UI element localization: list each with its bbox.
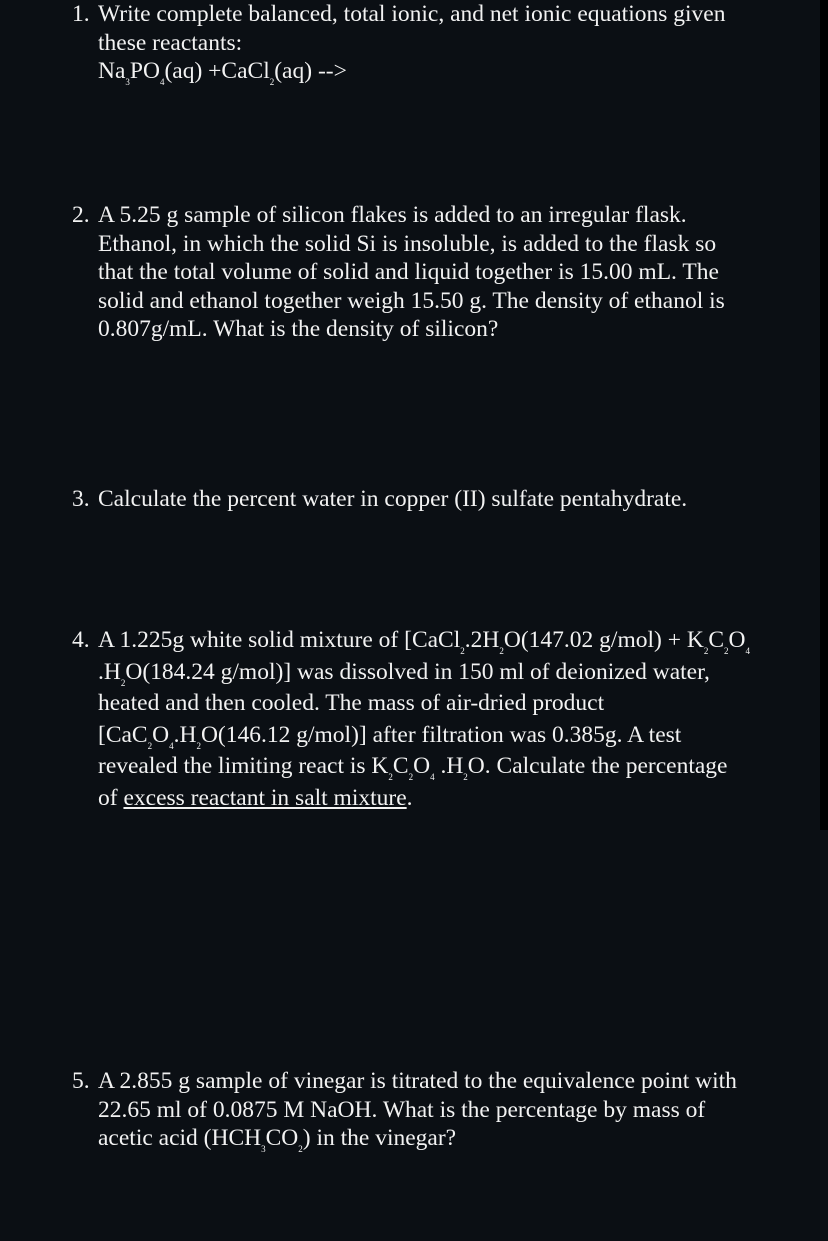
question-2 [72, 201, 792, 344]
text-line: Write complete balanced, total ionic, and net ionic equations given [98, 1, 726, 27]
question-text [98, 0, 792, 86]
underlined-phrase: excess reactant in salt mixture [123, 784, 407, 811]
text-line: 22.65 ml of 0.0875 M NaOH. What is the percentage by mass of [98, 1096, 706, 1123]
question-number: 1. [72, 1, 90, 27]
text-line: A 5.25 g sample of silicon flakes is added to an irregular flask. [98, 202, 687, 228]
question-number: 5. [72, 1068, 90, 1094]
question-text [98, 1067, 792, 1153]
text-line: revealed the limiting react is $K_2C_2O_4$ $.H_2O$. Calculate the percentage [98, 753, 728, 782]
text-line: Calculate the percent water in copper (II) sulfate pentahydrate. [98, 486, 688, 512]
question-number: 2. [72, 202, 90, 228]
question-1 [72, 0, 792, 86]
question-4 [72, 625, 792, 814]
question-3 [72, 485, 792, 514]
chemical-equation: $Na_3PO_4(aq)$ +CaCl$_2$(aq) --> [98, 58, 347, 87]
question-text [98, 625, 792, 814]
right-edge-bar [820, 0, 828, 830]
text-line: that the total volume of solid and liquid together is 15.00 mL. The [98, 259, 719, 285]
text-line: [$CaC_2O_4.H_2O(146.12$ g/mol)] after filtration was 0.385g. A test [98, 721, 682, 751]
text-line: Ethanol, in which the solid Si is insoluble, is added to the flask so [98, 230, 717, 257]
text-line: A 1.225g white solid mixture of [$CaCl_2.2H_2O(147.02$ $g/mol) + K_2C_2O_4$ [98, 627, 750, 656]
text-line: 0.807g/mL. What is the density of silicon? [98, 316, 499, 342]
text-line: these reactants: [98, 29, 243, 56]
text-line: solid and ethanol together weigh 15.50 g. The density of ethanol is [98, 287, 725, 314]
question-text [98, 485, 792, 514]
text-line: of excess reactant in salt mixture. [98, 784, 413, 811]
question-number: 4. [72, 627, 90, 653]
question-text [98, 201, 792, 344]
text-line: A 2.855 g sample of vinegar is titrated to the equivalence point with [98, 1068, 737, 1094]
question-5 [72, 1067, 792, 1153]
text-line: $.H_2O(184.24$ g/mol)] was dissolved in 150 ml of deionized water, [98, 658, 710, 688]
question-number: 3. [72, 486, 90, 512]
text-line: acetic acid $(HCH_3CO_2)$ in the vinegar? [98, 1125, 457, 1154]
text-line: heated and then cooled. The mass of air-dried product [98, 690, 605, 716]
